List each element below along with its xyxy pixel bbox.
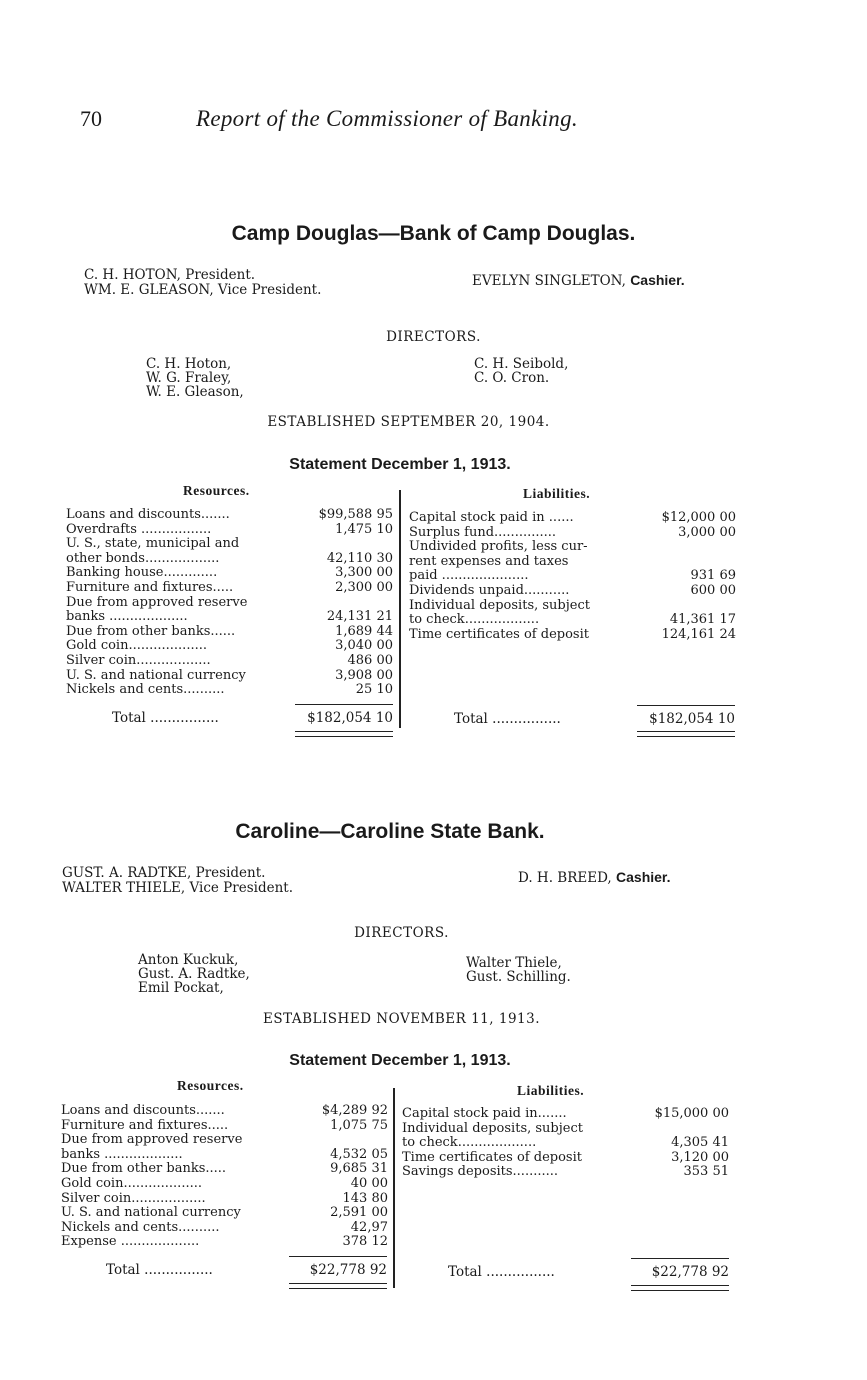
ledger-amount: 124,161 24	[661, 626, 736, 642]
ledger-label: Furniture and fixtures.....	[61, 1117, 229, 1133]
director-name: C. H. Seibold,	[474, 356, 569, 372]
officers-left	[84, 268, 321, 298]
ledger-label: to check...................	[402, 1135, 537, 1151]
ledger-row	[66, 508, 393, 523]
ledger-amount: 2,591 00	[330, 1205, 388, 1221]
ledger-label: Nickels and cents..........	[66, 682, 225, 698]
ledger-amount: $4,289 92	[321, 1103, 388, 1118]
ledger-row	[409, 540, 736, 555]
double-rule	[295, 731, 393, 737]
resources-ledger	[66, 508, 393, 698]
liabilities-ledger	[402, 1107, 729, 1180]
total-rule	[631, 1258, 729, 1259]
total-amount: $182,054 10	[307, 710, 393, 726]
cashier-line	[518, 870, 671, 886]
ledger-label: Time certificates of deposit	[402, 1149, 582, 1165]
director-name: Anton Kuckuk,	[138, 952, 239, 968]
cashier-name: EVELYN SINGLETON,	[472, 273, 626, 289]
cashier-name: D. H. BREED,	[518, 870, 612, 886]
ledger-row	[409, 584, 736, 599]
ledger-label: Gold coin...................	[66, 638, 207, 654]
ledger-row	[61, 1177, 388, 1192]
ledger-row	[61, 1162, 388, 1177]
ledger-label: Silver coin..................	[66, 652, 211, 668]
ledger-label: banks ...................	[66, 609, 188, 625]
directors-heading: DIRECTORS.	[386, 329, 481, 345]
ledger-label: Due from other banks......	[66, 623, 236, 639]
ledger-label: U. S. and national currency	[66, 667, 246, 683]
ledger-row	[66, 596, 393, 611]
ledger-label: U. S., state, municipal and	[66, 536, 240, 552]
ledger-amount: 378 12	[342, 1234, 388, 1250]
ledger-row	[66, 537, 393, 552]
ledger-amount: 2,300 00	[335, 579, 393, 595]
ledger-amount: 143 80	[342, 1190, 388, 1206]
officers-left	[62, 866, 293, 896]
ledger-row	[61, 1104, 388, 1119]
ledger-label: Gold coin...................	[61, 1175, 202, 1191]
ledger-label: Time certificates of deposit	[409, 626, 589, 642]
statement-title: Statement December 1, 1913.	[289, 456, 511, 473]
ledger-amount: 24,131 21	[326, 609, 393, 625]
liabilities-total	[448, 1264, 729, 1280]
ledger-amount: 3,300 00	[335, 565, 393, 581]
ledger-row	[61, 1133, 388, 1148]
ledger-row	[409, 511, 736, 526]
ledger-row	[66, 683, 393, 698]
ledger-label: Undivided profits, less cur-	[409, 539, 588, 555]
resources-heading: Resources.	[177, 1078, 244, 1093]
ledger-amount: 40 00	[350, 1175, 388, 1191]
ledger-amount: 353 51	[683, 1164, 729, 1180]
ledger-amount: 4,532 05	[330, 1146, 388, 1162]
bank-title: Caroline—Caroline State Bank.	[235, 820, 545, 843]
vice-president-line: WALTER THIELE, Vice President.	[62, 880, 293, 896]
director-name: Walter Thiele,	[466, 955, 562, 971]
resources-heading: Resources.	[183, 483, 250, 498]
ledger-row	[402, 1122, 729, 1137]
ledger-amount: 3,908 00	[335, 667, 393, 683]
ledger-row	[409, 569, 736, 584]
page-number: 70	[80, 106, 102, 131]
cashier-title: Cashier.	[630, 272, 685, 288]
ledger-row	[409, 628, 736, 643]
ledger-row	[61, 1206, 388, 1221]
total-amount: $182,054 10	[649, 711, 735, 727]
ledger-row	[409, 526, 736, 541]
ledger-label: rent expenses and taxes	[409, 553, 569, 569]
ledger-amount: 3,120 00	[671, 1149, 729, 1165]
cashier-title: Cashier.	[616, 869, 671, 885]
total-label: Total ................	[112, 710, 219, 726]
liabilities-total	[454, 711, 735, 727]
liabilities-heading: Liabilities.	[517, 1083, 585, 1098]
ledger-amount: 600 00	[690, 582, 736, 598]
ledger-amount: 9,685 31	[330, 1161, 388, 1177]
ledger-label: Capital stock paid in ......	[409, 510, 574, 525]
vice-president-line: WM. E. GLEASON, Vice President.	[84, 282, 322, 298]
ledger-label: Loans and discounts.......	[66, 507, 230, 522]
ledger-amount: 3,040 00	[335, 638, 393, 654]
ledger-row	[61, 1192, 388, 1207]
ledger-label: Due from other banks.....	[61, 1161, 227, 1177]
ledger-label: Expense ...................	[61, 1234, 200, 1250]
total-rule	[295, 704, 393, 705]
director-name: W. E. Gleason,	[146, 384, 244, 400]
ledger-row	[409, 599, 736, 614]
ledger-label: Loans and discounts.......	[61, 1103, 225, 1118]
ledger-amount: $12,000 00	[661, 510, 736, 525]
ledger-label: Due from approved reserve	[66, 594, 248, 610]
ledger-label: Surplus fund...............	[409, 524, 557, 540]
ledger-row	[402, 1165, 729, 1180]
ledger-label: Individual deposits, subject	[402, 1120, 583, 1136]
total-label: Total ................	[448, 1264, 555, 1280]
running-title: Report of the Commissioner of Banking.	[196, 106, 578, 131]
bank-title: Camp Douglas—Bank of Camp Douglas.	[231, 222, 636, 245]
ledger-row	[402, 1136, 729, 1151]
directors-left	[138, 953, 250, 995]
resources-total	[112, 710, 393, 726]
ledger-row	[66, 552, 393, 567]
ledger-label: Nickels and cents..........	[61, 1219, 220, 1235]
ledger-row	[66, 669, 393, 684]
ledger-row	[402, 1151, 729, 1166]
president-line: GUST. A. RADTKE, President.	[62, 865, 266, 881]
ledger-amount: 931 69	[690, 568, 736, 584]
ledger-amount: 41,361 17	[669, 612, 736, 628]
ledger-row	[409, 613, 736, 628]
ledger-row	[66, 581, 393, 596]
established-date: ESTABLISHED SEPTEMBER 20, 1904.	[267, 414, 550, 430]
ledger-amount: 42,97	[350, 1219, 388, 1235]
directors-left	[146, 357, 244, 399]
ledger-row	[66, 523, 393, 538]
ledger-amount: 3,000 00	[678, 524, 736, 540]
ledger-row	[66, 654, 393, 669]
ledger-label: to check..................	[409, 612, 540, 628]
director-name: Emil Pockat,	[138, 980, 224, 996]
ledger-row	[66, 610, 393, 625]
ledger-label: U. S. and national currency	[61, 1205, 241, 1221]
ledger-amount: $15,000 00	[654, 1106, 729, 1121]
director-name: Gust. Schilling.	[466, 969, 571, 985]
ledger-amount: 1,475 10	[335, 521, 393, 537]
double-rule	[631, 1285, 729, 1291]
ledger-row	[66, 566, 393, 581]
ledger-amount: 1,689 44	[335, 623, 393, 639]
director-name: Gust. A. Radtke,	[138, 966, 250, 982]
ledger-label: Silver coin..................	[61, 1190, 206, 1206]
double-rule	[637, 731, 735, 737]
ledger-amount: 42,110 30	[326, 550, 393, 566]
double-rule	[289, 1283, 387, 1289]
ledger-row	[66, 625, 393, 640]
ledger-label: Banking house.............	[66, 565, 218, 581]
total-rule	[637, 705, 735, 706]
ledger-label: Individual deposits, subject	[409, 597, 590, 613]
ledger-label: banks ...................	[61, 1146, 183, 1162]
directors-heading: DIRECTORS.	[354, 925, 449, 941]
cashier-line	[472, 273, 685, 289]
ledger-amount: 1,075 75	[330, 1117, 388, 1133]
ledger-label: Savings deposits...........	[402, 1164, 558, 1180]
ledger-label: other bonds..................	[66, 550, 220, 566]
directors-right	[466, 956, 571, 984]
total-label: Total ................	[454, 711, 561, 727]
president-line: C. H. HOTON, President.	[84, 267, 256, 283]
ledger-row	[61, 1119, 388, 1134]
resources-total	[106, 1262, 387, 1278]
ledger-amount: 486 00	[347, 652, 393, 668]
ledger-row	[409, 555, 736, 570]
director-name: C. H. Hoton,	[146, 356, 232, 372]
ledger-label: Capital stock paid in.......	[402, 1106, 567, 1121]
ledger-label: paid .....................	[409, 568, 529, 584]
ledger-label: Dividends unpaid...........	[409, 582, 570, 598]
ledger-row	[66, 639, 393, 654]
ledger-label: Furniture and fixtures.....	[66, 579, 234, 595]
director-name: C. O. Cron.	[474, 370, 550, 386]
ledger-label: Overdrafts .................	[66, 521, 212, 537]
resources-ledger	[61, 1104, 388, 1250]
ledger-amount: $99,588 95	[318, 507, 393, 522]
ledger-amount: 25 10	[355, 682, 393, 698]
directors-right	[474, 357, 568, 385]
ledger-row	[61, 1235, 388, 1250]
ledger-row	[61, 1148, 388, 1163]
total-rule	[289, 1256, 387, 1257]
ledger-row	[402, 1107, 729, 1122]
established-date: ESTABLISHED NOVEMBER 11, 1913.	[262, 1011, 541, 1027]
column-divider	[393, 1088, 395, 1288]
liabilities-ledger	[409, 511, 736, 642]
total-amount: $22,778 92	[309, 1262, 387, 1278]
statement-title: Statement December 1, 1913.	[289, 1052, 511, 1069]
total-label: Total ................	[106, 1262, 213, 1278]
ledger-amount: 4,305 41	[671, 1135, 729, 1151]
director-name: W. G. Fraley,	[146, 370, 232, 386]
total-amount: $22,778 92	[651, 1264, 729, 1280]
ledger-label: Due from approved reserve	[61, 1132, 243, 1148]
column-divider	[399, 490, 401, 728]
liabilities-heading: Liabilities.	[523, 486, 591, 501]
ledger-row	[61, 1221, 388, 1236]
